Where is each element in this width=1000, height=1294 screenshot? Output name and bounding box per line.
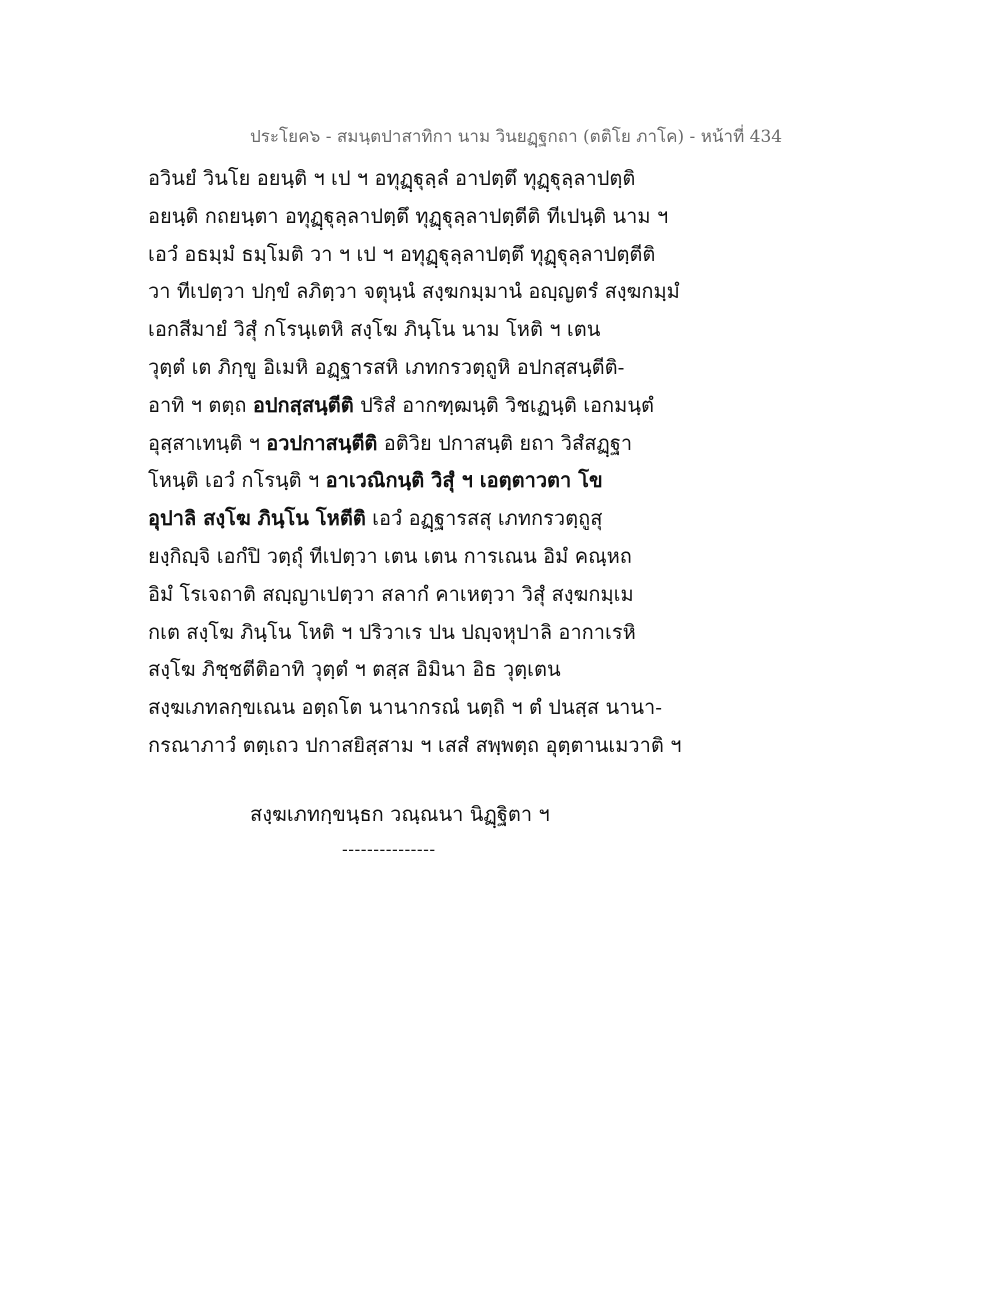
text-segment: โหนฺติ เอวํ กโรนฺติ ฯ <box>148 468 326 493</box>
bold-term: อปกสฺสนฺตีติ <box>252 392 354 417</box>
text-line <box>148 198 708 236</box>
text-segment: สงฺโฆ ภิชฺชตีติอาทิ วุตฺตํ ฯ ตสฺส อิมินา อิธ วุตฺเตน <box>148 657 561 682</box>
text-segment: กเต สงฺโฆ ภินฺโน โหติ ฯ ปริวาเร ปน ปญฺจหุปาลิ อากาเรหิ <box>148 619 636 644</box>
body-text <box>148 160 708 765</box>
separator-line: --------------- <box>342 840 436 860</box>
chapter-closing-line: สงฺฆเภทกฺขนฺธก วณฺณนา นิฏฺฐิตา ฯ <box>250 802 550 826</box>
text-line <box>148 538 708 576</box>
text-line <box>148 273 708 311</box>
running-header: ประโยค๖ - สมนฺตปาสาทิกา นาม วินยฏฺฐกถา (ตติโย ภาโค) - หน้าที่ 434 <box>250 127 783 147</box>
text-line <box>148 576 708 614</box>
text-segment: อวินยํ วินโย อยนฺติ ฯ เป ฯ อทุฏฺฐุลฺลํ อาปตฺตึ ทุฏฺฐุลฺลาปตฺติ <box>148 166 636 190</box>
text-line <box>148 462 708 500</box>
text-segment: วุตฺตํ เต ภิกฺขู อิเมหิ อฏฺฐารสหิ เภทกรวตฺถูหิ อปกสฺสนฺตีติ- <box>148 354 625 379</box>
text-line <box>148 651 708 689</box>
text-segment: เอกสีมายํ วิสุํ กโรนฺเตหิ สงฺโฆ ภินฺโน นาม โหติ ฯ เตน <box>148 317 601 342</box>
text-segment: กรณาภาวํ ตตฺเถว ปกาสยิสฺสาม ฯ เสสํ สพฺพตฺถ อุตฺตานเมวาติ ฯ <box>148 732 682 757</box>
text-line <box>148 689 708 727</box>
text-segment: อยนฺติ กถยนฺตา อทุฏฺฐุลฺลาปตฺตึ ทุฏฺฐุลฺลาปตฺตีติ ทีเปนฺติ นาม ฯ <box>148 203 669 228</box>
text-segment: เอวํ อฏฺฐารสสุ เภทกรวตฺถูสุ <box>365 506 603 531</box>
text-line <box>148 727 708 765</box>
text-line <box>148 614 708 652</box>
text-line <box>148 425 708 463</box>
text-line <box>148 160 708 198</box>
text-segment: ยงฺกิญฺจิ เอกํปิ วตฺถุํ ทีเปตฺวา เตน เตน การเณน อิมํ คณฺหถ <box>148 543 632 568</box>
text-line <box>148 500 708 538</box>
bold-term: อวปกาสนฺตีติ <box>266 430 378 455</box>
text-segment: เอวํ อธมฺมํ ธมฺโมติ วา ฯ เป ฯ อทุฏฺฐุลฺลาปตฺตึ ทุฏฺฐุลฺลาปตฺตีติ <box>148 241 656 266</box>
text-line <box>148 236 708 274</box>
text-line <box>148 387 708 425</box>
text-line <box>148 349 708 387</box>
text-segment: สงฺฆเภทลกฺขเณน อตฺถโต นานากรณํ นตฺถิ ฯ ตํ ปนสฺส นานา- <box>148 695 663 720</box>
bold-term: อุปาลิ สงฺโฆ ภินฺโน โหตีติ <box>148 506 366 531</box>
text-segment: อุสฺสาเทนฺติ ฯ <box>148 430 267 455</box>
bold-term: อาเวณิกนฺติ วิสุํ ฯ เอตฺตาวตา โข <box>325 468 603 493</box>
text-line <box>148 311 708 349</box>
text-segment: อาทิ ฯ ตตฺถ <box>148 392 253 417</box>
text-segment: วา ทีเปตฺวา ปกฺขํ ลภิตฺวา จตุนฺนํ สงฺฆกมฺมานํ อญฺญตรํ สงฺฆกมฺมํ <box>148 279 680 304</box>
text-segment: อติวิย ปกาสนฺติ ยถา วิสํสฏฺฐา <box>377 430 633 455</box>
text-segment: อิมํ โรเจถาติ สญฺญาเปตฺวา สลากํ คาเหตฺวา วิสุํ สงฺฆกมฺเม <box>148 581 634 606</box>
text-segment: ปริสํ อากฑฺฒนฺติ วิชเฏนฺติ เอกมนฺตํ <box>353 392 655 417</box>
